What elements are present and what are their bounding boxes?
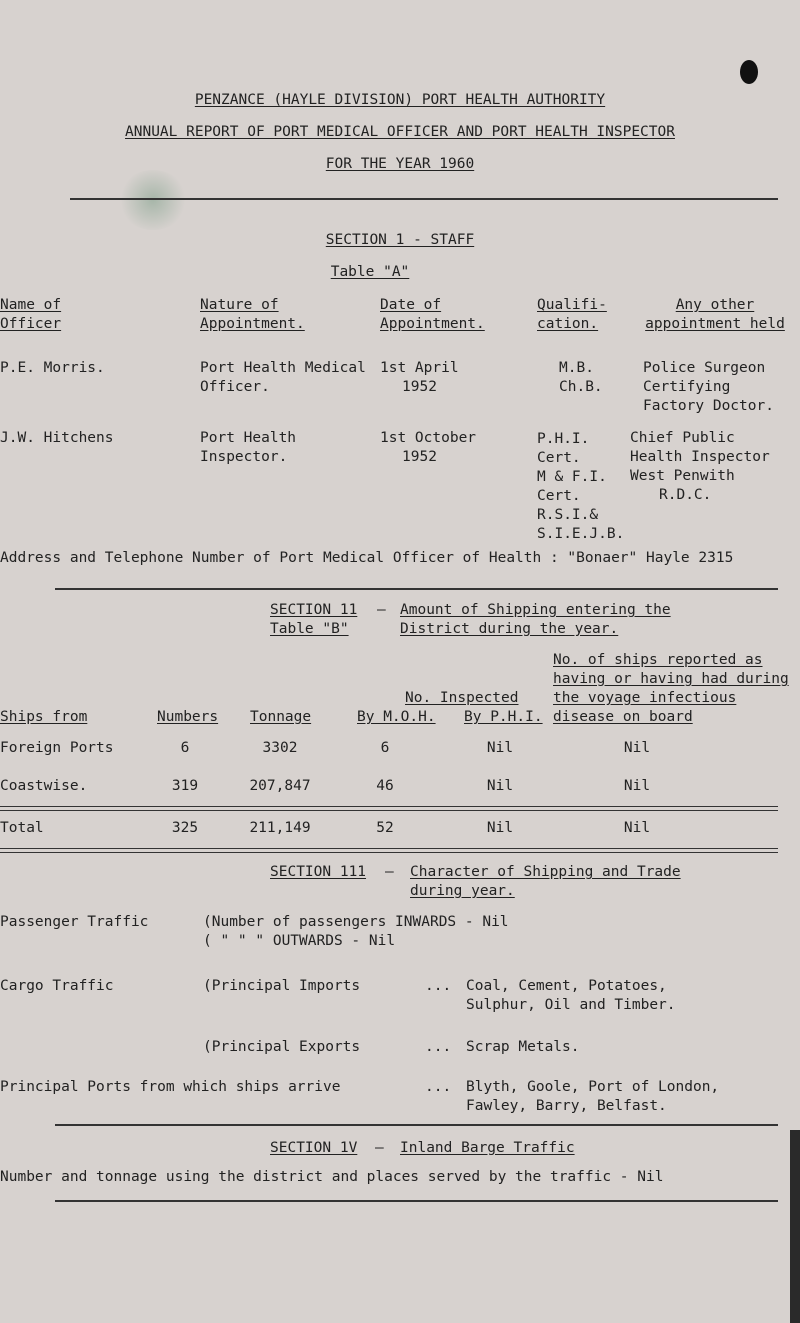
- divider: [0, 810, 778, 811]
- section-4-title: SECTION 1V: [270, 1140, 358, 1156]
- table-cell: 319: [171, 778, 199, 794]
- staff-date: 1952: [402, 449, 437, 465]
- col-header-qualification: Qualifi-cation.: [537, 297, 607, 332]
- ports-value: Blyth, Goole, Port of London,: [466, 1079, 720, 1095]
- passenger-inwards: (Number of passengers INWARDS - Nil: [203, 914, 509, 930]
- paper-stain: [118, 170, 188, 230]
- staff-date: 1st October: [380, 430, 477, 446]
- ports-label: Principal Ports from which ships arrive: [0, 1079, 341, 1095]
- reported-header: No. of ships reported as: [553, 652, 763, 668]
- cargo-label: Cargo Traffic: [0, 978, 114, 994]
- divider: [55, 1200, 778, 1202]
- passenger-outwards: ( " " " OUTWARDS - Nil: [203, 933, 396, 949]
- staff-qualification: P.H.I. Cert. M & F.I. Cert. R.S.I.& S.I.E.J.B.: [537, 431, 625, 542]
- staff-other: Health Inspector: [630, 449, 770, 465]
- divider: [55, 588, 778, 590]
- staff-name: P.E. Morris.: [0, 360, 105, 376]
- section-1-title: SECTION 1 - STAFF: [325, 232, 475, 248]
- section-4-line: Number and tonnage using the district and places served by the traffic - Nil: [0, 1169, 664, 1185]
- ellipsis: ...: [425, 1039, 452, 1055]
- dash: –: [377, 602, 386, 618]
- ellipsis: ...: [425, 1079, 452, 1095]
- staff-nature: Port Health Medical: [200, 360, 366, 376]
- reported-header: disease on board: [553, 709, 693, 725]
- ports-value: Fawley, Barry, Belfast.: [466, 1098, 667, 1114]
- imports-value: Sulphur, Oil and Timber.: [466, 997, 676, 1013]
- divider: [0, 848, 778, 849]
- col-by-phi: By P.H.I.: [464, 709, 543, 725]
- total-cell: 52: [376, 820, 394, 836]
- reported-header: the voyage infectious: [553, 690, 737, 706]
- staff-date: 1st April: [380, 360, 459, 376]
- imports-value: Coal, Cement, Potatoes,: [466, 978, 667, 994]
- table-b-label: Table "B": [270, 621, 349, 637]
- table-cell: Nil: [623, 778, 651, 794]
- divider: [0, 806, 778, 807]
- imports-label: (Principal Imports: [203, 978, 361, 994]
- exports-label: (Principal Exports: [203, 1039, 361, 1055]
- table-cell: Nil: [486, 740, 514, 756]
- staff-other: Certifying: [643, 379, 731, 395]
- staff-name: J.W. Hitchens: [0, 430, 114, 446]
- ellipsis: ...: [425, 978, 452, 994]
- section-3-subtitle: during year.: [410, 883, 515, 899]
- total-cell: Nil: [486, 820, 514, 836]
- table-cell: 46: [376, 778, 394, 794]
- reported-header: having or having had during: [553, 671, 789, 687]
- table-cell: 3302: [262, 740, 298, 756]
- divider: [0, 852, 778, 853]
- table-cell: Nil: [486, 778, 514, 794]
- header-line-1: PENZANCE (HAYLE DIVISION) PORT HEALTH AUTHORITY: [194, 92, 606, 108]
- col-by-moh: By M.O.H.: [357, 709, 436, 725]
- staff-nature: Officer.: [200, 379, 270, 395]
- col-tonnage: Tonnage: [250, 709, 312, 725]
- table-a-title: Table "A": [330, 264, 410, 280]
- header-line-3: FOR THE YEAR 1960: [325, 156, 475, 172]
- section-4-subtitle: Inland Barge Traffic: [400, 1140, 575, 1156]
- table-cell: Nil: [623, 740, 651, 756]
- section-2-title: SECTION 11: [270, 602, 358, 618]
- col-header-date: Date of Appointment.: [380, 297, 485, 332]
- table-cell: 6: [380, 740, 390, 756]
- divider: [55, 1124, 778, 1126]
- staff-other: Police Surgeon: [643, 360, 766, 376]
- ink-dot: [740, 60, 758, 84]
- staff-qualification: M.B.: [559, 360, 594, 376]
- section-2-subtitle: District during the year.: [400, 621, 619, 637]
- staff-nature: Port Health: [200, 430, 297, 446]
- total-cell: 211,149: [249, 820, 311, 836]
- staff-other: West Penwith: [630, 468, 735, 484]
- staff-other: Chief Public: [630, 430, 735, 446]
- total-label: Total: [0, 820, 44, 836]
- col-header-other: Any other appointment held: [645, 297, 785, 332]
- passenger-label: Passenger Traffic: [0, 914, 149, 930]
- total-cell: Nil: [623, 820, 651, 836]
- page-edge-shadow: [790, 1130, 800, 1323]
- address-line: Address and Telephone Number of Port Medical Officer of Health : "Bonaer" Hayle 2315: [0, 550, 734, 566]
- staff-qualification: Ch.B.: [559, 379, 603, 395]
- dash: –: [375, 1140, 384, 1156]
- staff-other: R.D.C.: [659, 487, 712, 503]
- table-row-label: Foreign Ports: [0, 740, 114, 756]
- staff-nature: Inspector.: [200, 449, 288, 465]
- divider: [70, 198, 778, 200]
- col-header-name: Name of Officer: [0, 297, 62, 332]
- table-cell: 6: [180, 740, 190, 756]
- col-numbers: Numbers: [157, 709, 219, 725]
- table-cell: 207,847: [249, 778, 311, 794]
- header-line-2: ANNUAL REPORT OF PORT MEDICAL OFFICER AND PORT HEALTH INSPECTOR: [125, 124, 675, 140]
- dash: –: [385, 864, 394, 880]
- col-ships-from: Ships from: [0, 709, 88, 725]
- col-header-nature: Nature of Appointment.: [200, 297, 305, 332]
- total-cell: 325: [171, 820, 199, 836]
- section-2-subtitle: Amount of Shipping entering the: [400, 602, 671, 618]
- staff-other: Factory Doctor.: [643, 398, 774, 414]
- section-3-title: SECTION 111: [270, 864, 367, 880]
- section-3-subtitle: Character of Shipping and Trade: [410, 864, 681, 880]
- staff-date: 1952: [402, 379, 437, 395]
- exports-value: Scrap Metals.: [466, 1039, 580, 1055]
- table-row-label: Coastwise.: [0, 778, 88, 794]
- inspected-header: No. Inspected: [405, 690, 519, 706]
